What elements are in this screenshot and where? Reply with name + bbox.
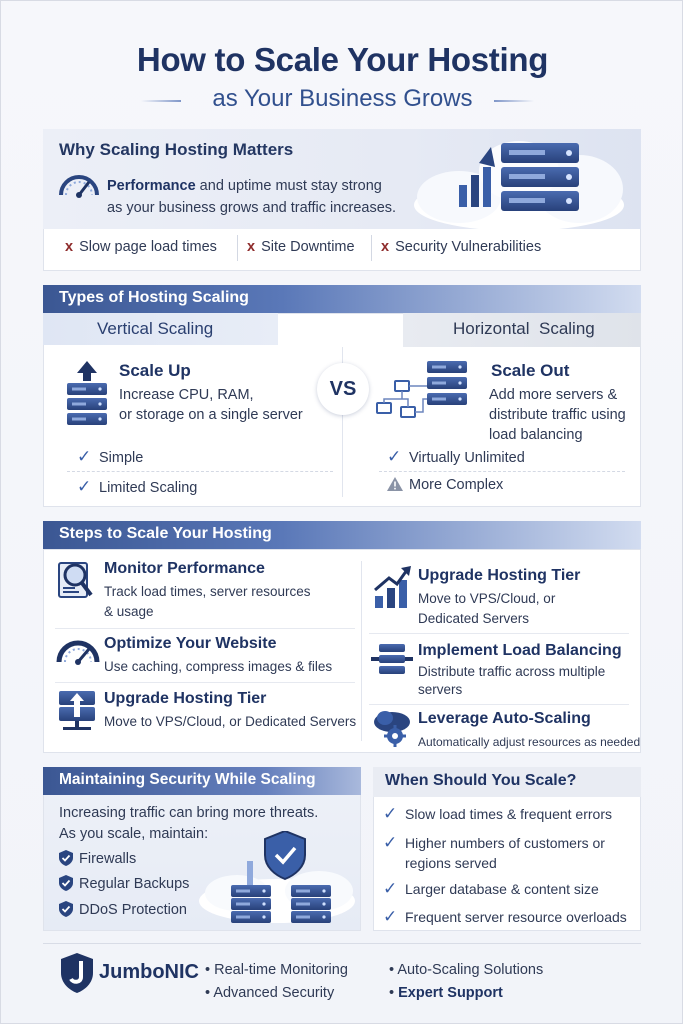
security-text-line-2: As you scale, maintain: [59,826,209,842]
steps-section-title: Steps to Scale Your Hosting [59,525,272,542]
horizontal-pro-item [387,447,525,467]
brand-name: JumboNIC [99,961,199,983]
horizontal-pro-label: Virtually Unlimited [409,450,525,466]
x-icon: x [65,239,74,255]
performance-bold: Performance [107,178,196,194]
step-monitor-text-1: Track load times, server resources [104,584,311,599]
page-subtitle: as Your Business Grows [212,85,473,112]
step-load-balancing-text-2: servers [418,682,463,697]
footer-feature-label: Auto-Scaling Solutions [397,962,544,978]
when-item [383,907,627,927]
security-item [59,875,189,892]
step-upgrade-left-title: Upgrade Hosting Tier [104,690,267,707]
issue-separator [371,235,372,261]
page-title: How to Scale Your Hosting [136,41,549,78]
vs-badge: VS [317,363,369,415]
why-text-line-2: as your business grows and traffic increases. [107,200,397,216]
check-icon: ✓ [383,833,398,852]
scale-up-title: Scale Up [119,361,191,380]
step-optimize-text: Use caching, compress images & files [104,659,333,674]
subtitle-divider-right [494,100,534,102]
footer-feature: • Real-time Monitoring [205,962,348,978]
load-balancer-icon [371,642,413,681]
x-icon: x [381,239,390,255]
security-item [59,901,187,918]
why-scaling-text [107,175,407,219]
when-item-continued: regions served [405,855,497,871]
step-upgrade-right-text-1: Move to VPS/Cloud, or [418,591,556,606]
warning-icon [387,477,409,493]
step-divider [369,704,629,705]
when-item [383,879,599,899]
vertical-pro-label: Simple [99,450,144,466]
step-load-balancing-text-1: Distribute traffic across multiple [418,664,606,679]
vertical-pro-item [77,447,143,467]
vertical-pro-label: Limited Scaling [99,480,198,496]
security-item-label: Firewalls [79,851,137,867]
when-title: When Should You Scale? [385,772,577,789]
horizontal-divider [379,471,625,472]
step-upgrade-right-title: Upgrade Hosting Tier [418,567,581,584]
step-auto-scaling-title: Leverage Auto-Scaling [418,710,591,727]
check-icon: ✓ [383,804,398,823]
scale-out-desc-1: Add more servers & [489,387,618,403]
when-item [383,804,612,824]
vertical-scaling-title: Vertical Scaling [97,319,214,338]
issue-item [65,239,217,255]
footer-feature: • Expert Support [389,985,503,1001]
step-auto-scaling-text: Automatically adjust resources as needed [418,735,641,749]
gauge-icon [57,169,101,204]
check-icon: ✓ [383,907,398,926]
footer-feature-label: Expert Support [398,985,503,1001]
security-section-title: Maintaining Security While Scaling [59,771,316,788]
step-monitor-text-2: & usage [104,604,154,619]
footer-feature-label: Real-time Monitoring [214,962,348,978]
check-icon: ✓ [387,447,402,466]
server-stack-icon [65,361,109,436]
cloud-gear-icon [371,708,413,753]
footer-divider [43,943,641,944]
check-icon: ✓ [77,447,92,466]
upload-server-icon [57,689,97,740]
load-balanced-servers-icon [375,357,485,434]
footer-feature: • Auto-Scaling Solutions [389,962,544,978]
scale-out-desc-3: load balancing [489,427,583,443]
issue-separator [237,235,238,261]
security-section-bar [43,767,361,795]
issue-label: Slow page load times [79,239,217,255]
shield-icon [59,850,73,866]
scale-out-desc-2: distribute traffic using [489,407,626,423]
scale-up-desc-2: or storage on a single server [119,407,303,423]
types-section-bar [43,285,641,313]
horizontal-con-item [387,477,503,493]
secure-server-illustration [197,831,357,932]
gauge-icon [55,635,101,670]
issue-label: Security Vulnerabilities [395,239,542,255]
logo-icon [59,953,95,998]
step-optimize-title: Optimize Your Website [104,635,277,652]
issue-label: Site Downtime [261,239,355,255]
step-upgrade-right-text-2: Dedicated Servers [418,611,530,626]
subtitle-divider-left [141,100,181,102]
check-icon: ✓ [383,879,398,898]
check-icon: ✓ [77,477,92,496]
horizontal-scaling-title: Horizontal Scaling [453,319,595,338]
cloud-server-illustration [399,137,631,236]
vertical-pro-item [77,477,197,497]
horizontal-con-label: More Complex [409,477,504,493]
scale-up-desc-1: Increase CPU, RAM, [119,387,254,403]
when-item [383,833,605,853]
step-monitor-title: Monitor Performance [104,560,265,577]
when-item-label: Slow load times & frequent errors [405,806,612,822]
x-icon: x [247,239,256,255]
scale-out-title: Scale Out [491,361,570,380]
why-scaling-title: Why Scaling Hosting Matters [59,140,294,159]
issue-item [381,239,541,255]
issue-item [247,239,355,255]
magnifier-icon [57,557,97,606]
step-load-balancing-title: Implement Load Balancing [418,642,622,659]
shield-icon [59,875,73,891]
step-divider [369,633,629,634]
footer-feature-label: Advanced Security [213,985,335,1001]
steps-section-bar [43,521,641,549]
step-upgrade-left-text: Move to VPS/Cloud, or Dedicated Servers [104,714,357,729]
step-divider [55,682,355,683]
growth-chart-icon [373,564,413,615]
footer-feature: • Advanced Security [205,985,335,1001]
when-item-label: Frequent server resource overloads [405,909,627,925]
security-item-label: DDoS Protection [79,902,187,918]
security-item [59,850,136,867]
types-section-title: Types of Hosting Scaling [59,289,249,306]
when-item-label: Larger database & content size [405,881,599,897]
step-divider [55,628,355,629]
vertical-divider [67,471,333,472]
security-text-line-1: Increasing traffic can bring more threats. [59,805,319,821]
when-item-label: Higher numbers of customers or [405,835,605,851]
security-item-label: Regular Backups [79,876,190,892]
why-text-line-1: and uptime must stay strong [195,178,382,194]
shield-icon [59,901,73,917]
why-issues-list [43,233,641,263]
steps-divider [361,561,362,741]
